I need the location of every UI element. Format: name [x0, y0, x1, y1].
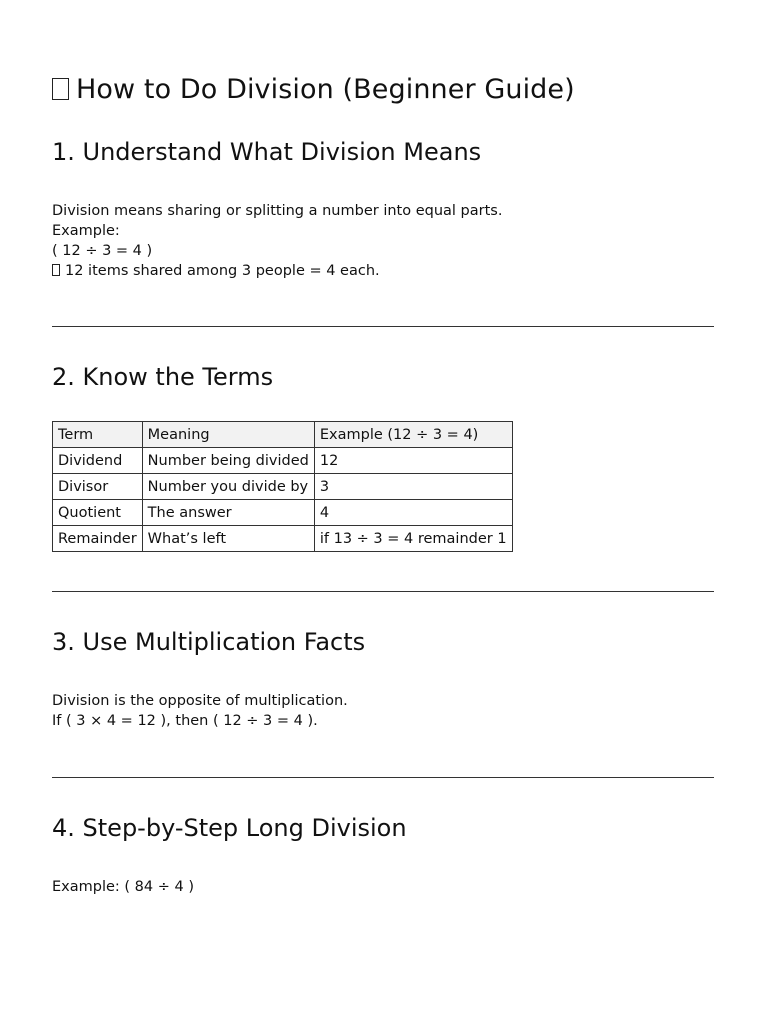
table-cell: 4: [314, 500, 512, 526]
section-1-line-3: ( 12 ÷ 3 = 4 ): [52, 243, 153, 259]
table-cell: if 13 ÷ 3 = 4 remainder 1: [314, 526, 512, 552]
table-header-row: [53, 422, 513, 448]
table-header-cell: Example (12 ÷ 3 = 4): [314, 422, 512, 448]
section-1-line-4: [52, 261, 502, 281]
section-3-body: [52, 691, 348, 731]
section-3-line-2: If ( 3 × 4 = 12 ), then ( 12 ÷ 3 = 4 ).: [52, 713, 318, 729]
section-1-line-4-text: 12 items shared among 3 people = 4 each.: [65, 263, 380, 279]
missing-glyph-icon: [52, 78, 69, 100]
table-cell: The answer: [142, 500, 314, 526]
section-1-line-1: Division means sharing or splitting a number into equal parts.: [52, 203, 503, 219]
section-4-line-1: Example: ( 84 ÷ 4 ): [52, 879, 194, 895]
table-row: [53, 526, 513, 552]
section-3-heading: 3. Use Multiplication Facts: [52, 628, 366, 656]
table-header-cell: Meaning: [142, 422, 314, 448]
table-cell: Number you divide by: [142, 474, 314, 500]
terms-table: [52, 421, 513, 552]
page-title-text: How to Do Division (Beginner Guide): [76, 74, 575, 105]
divider: [52, 591, 714, 592]
section-4-heading: 4. Step-by-Step Long Division: [52, 814, 407, 842]
table-cell: 12: [314, 448, 512, 474]
table-cell: Remainder: [53, 526, 143, 552]
table-row: [53, 448, 513, 474]
table-row: [53, 474, 513, 500]
section-1-line-2: Example:: [52, 223, 120, 239]
section-2-heading: 2. Know the Terms: [52, 363, 274, 391]
table-cell: Dividend: [53, 448, 143, 474]
missing-glyph-icon: [52, 264, 60, 276]
table-cell: Divisor: [53, 474, 143, 500]
section-4-body: [52, 877, 194, 897]
table-header-cell: Term: [53, 422, 143, 448]
section-1-heading: 1. Understand What Division Means: [52, 138, 482, 166]
table-cell: What’s left: [142, 526, 314, 552]
table-cell: 3: [314, 474, 512, 500]
page-title: [52, 74, 575, 105]
section-3-line-1: Division is the opposite of multiplication.: [52, 693, 348, 709]
divider: [52, 777, 714, 778]
table-cell: Number being divided: [142, 448, 314, 474]
table-row: [53, 500, 513, 526]
section-1-body: [52, 201, 502, 281]
table-cell: Quotient: [53, 500, 143, 526]
divider: [52, 326, 714, 327]
